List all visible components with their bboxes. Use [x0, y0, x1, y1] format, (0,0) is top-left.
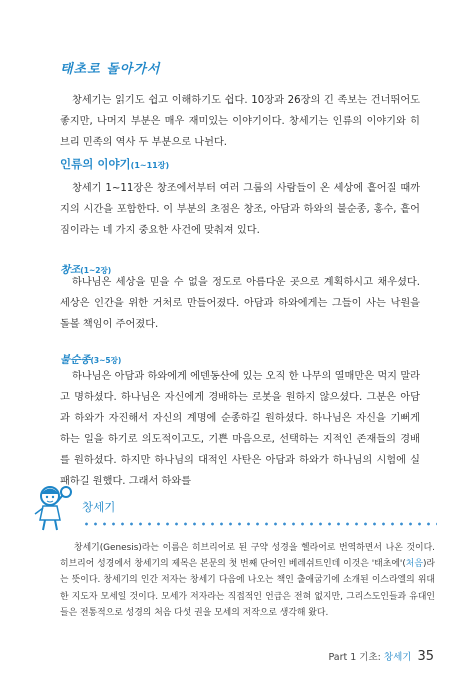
section3-title-text: 불순종	[60, 354, 91, 366]
intro-text: 창세기는 읽기도 쉽고 이해하기도 쉽다. 10장과 26장의 긴 족보는 건너뛰어도 좋지만, 나머지 부분은 매우 재미있는 이야기이다. 창세기는 인류의 이야기와 히브리 민족의 역사 두 부분으로 나뉜다.	[60, 95, 420, 148]
sidebar-title: 창세기	[82, 500, 116, 514]
footer-part-label: Part 1 기초:	[328, 652, 381, 663]
section2-paragraph	[60, 272, 420, 335]
section1-title-text: 인류의 이야기	[60, 157, 131, 171]
page-footer	[328, 649, 434, 664]
section2-text: 하나님은 세상을 믿을 수 없을 정도로 아름다운 곳으로 계획하시고 채우셨다. 세상은 인간을 위한 거처로 만들어졌다. 아담과 하와에게는 그들이 사는 낙원을 돌볼 책임이 주어졌다.	[60, 277, 420, 330]
dotted-divider	[82, 522, 437, 526]
sidebar-paragraph	[60, 540, 435, 621]
section3-range: (3~5장)	[90, 356, 122, 365]
section1-text: 창세기 1~11장은 창조에서부터 여러 그룹의 사람들이 온 세상에 흩어질 때까지의 시간을 포함한다. 이 부분의 초점은 창조, 아담과 하와의 불순종, 홍수, 흩어짐이라는 네 가지 중요한 사건에 맞춰져 있다.	[60, 183, 420, 236]
footer-book-label: 창세기	[383, 652, 412, 663]
magnifier-character-icon	[30, 478, 76, 534]
section1-paragraph	[60, 178, 420, 241]
sidebar-text-before: 창세기(Genesis)라는 이름은 히브리어로 된 구약 성경을 헬라어로 번역하면서 나온 것이다. 히브리어 성경에서 창세기의 제목은 본문의 첫 번째 단어인 베레쉬트인데 이것은 '태초에'(	[60, 543, 435, 570]
page-number: 35	[417, 649, 434, 664]
intro-paragraph	[60, 90, 420, 153]
section2-range: (1~2장)	[80, 266, 112, 275]
sidebar-highlight: 처음	[405, 559, 423, 570]
section-title-humanity	[60, 156, 169, 172]
section1-range: (1~11장)	[130, 161, 170, 170]
section-title-disobedience	[60, 352, 121, 367]
section2-title-text: 창조	[60, 264, 81, 276]
sidebar-text-after: )라는 뜻이다. 창세기의 인간 저자는 창세기 다음에 나오는 책인 출애굽기에 소개된 이스라엘의 위대한 지도자 모세일 것이다. 모세가 저자라는 직접적인 언급은 전혀 없지만, 그리스도인들과 유대인들은 전통적으로 성경의 처음 다섯 권을 모세의 저작으로 생각해 왔다.	[60, 559, 435, 618]
section3-paragraph	[60, 366, 420, 492]
section3-text: 하나님은 아담과 하와에게 에덴동산에 있는 오직 한 나무의 열매만은 먹지 말라고 명하셨다. 하나님은 자신에게 경배하는 로봇을 원하지 않으셨다. 그분은 아담과 하와가 자진해서 자신의 계명에 순종하길 원하셨다. 하나님은 자신을 기뻐게 하는 일을 하기로 의도적이고도, 기쁜 마음으로, 선택하는 지적인 존재들의 경배를 원하셨다. 하지만 하나님의 대적인 사탄은 아담과 하와가 하나님의 시험에 실패하길 원했다. 그래서 하와를	[60, 371, 420, 487]
chapter-heading: 태초로 돌아가서	[60, 62, 161, 77]
